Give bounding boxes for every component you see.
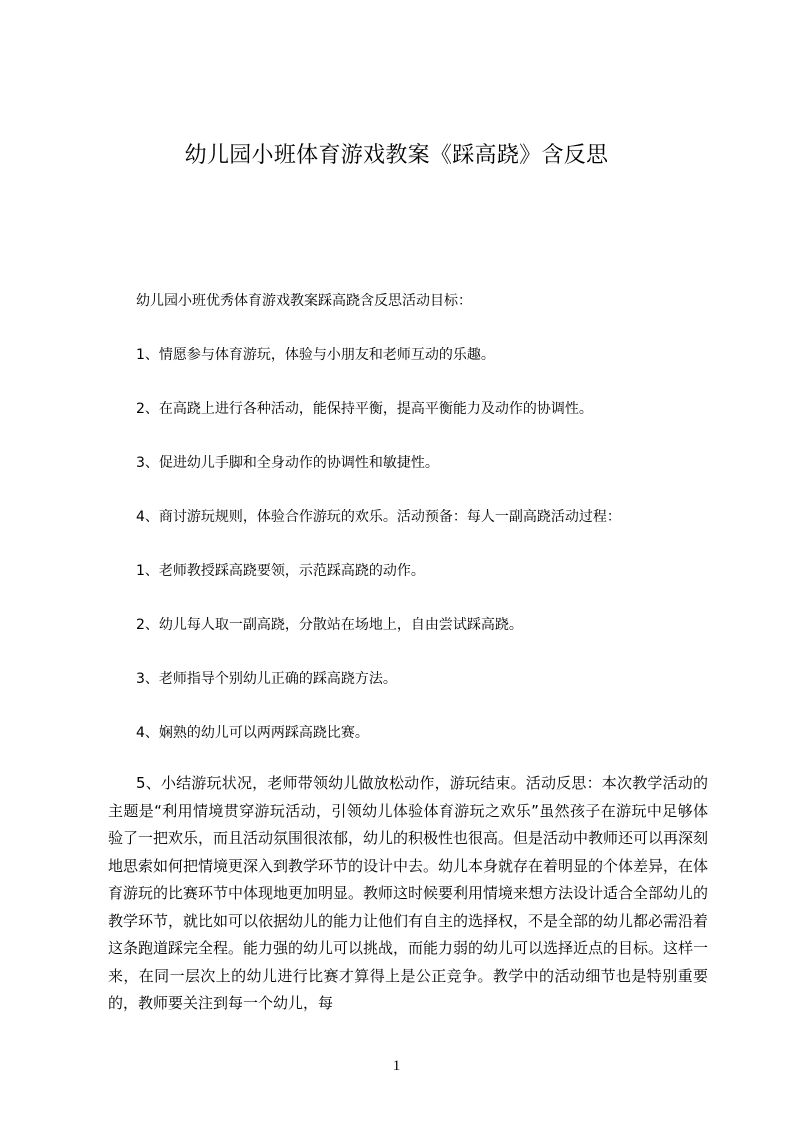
paragraph-step-3: 3、老师指导个别幼儿正确的踩高跷方法。	[136, 671, 397, 687]
paragraph-intro: 幼儿园小班优秀体育游戏教案踩高跷含反思活动目标：	[136, 293, 472, 309]
paragraph-step-1: 1、老师教授踩高跷要领，示范踩高跷的动作。	[136, 563, 425, 579]
paragraph-step-2: 2、幼儿每人取一副高跷，分散站在场地上，自由尝试踩高跷。	[136, 617, 523, 633]
paragraph-goal-1: 1、情愿参与体育游玩，体验与小朋友和老师互动的乐趣。	[136, 347, 495, 363]
paragraph-reflection: 5、小结游玩状况，老师带领幼儿做放松动作，游玩结束。活动反思：本次教学活动的主题是“利用情境贯穿游玩活动，引领幼儿体验体育游玩之欢乐”虽然孩子在游玩中足够体验了一把欢乐，而且活动氛围很浓郁，幼儿的积极性也很高。但是活动中教师还可以再深刻地思索如何把情境更深入到教学环节的设计中去。幼儿本身就存在着明显的个体差异，在体育游玩的比赛环节中体现地更加明显。教师这时候要利用情境来想方法设计适合全部幼儿的教学环节，就比如可以依据幼儿的能力让他们有自主的选择权，不是全部的幼儿都必需沿着这条跑道踩完全程。能力强的幼儿可以挑战，而能力弱的幼儿可以选择近点的目标。这样一来，在同一层次上的幼儿进行比赛才算得上是公正竞争。教学中的活动细节也是特别重要的，教师要关注到每一个幼儿，每	[108, 774, 709, 1012]
page-number: 1	[392, 1058, 401, 1074]
paragraph-goal-2: 2、在高跷上进行各种活动，能保持平衡，提高平衡能力及动作的协调性。	[136, 401, 593, 417]
paragraph-goal-4: 4、商讨游玩规则，体验合作游玩的欢乐。活动预备：每人一副高跷活动过程：	[136, 509, 621, 525]
paragraph-goal-3: 3、促进幼儿手脚和全身动作的协调性和敏捷性。	[136, 455, 439, 471]
document-title: 幼儿园小班体育游戏教案《踩高跷》含反思	[184, 143, 609, 168]
paragraph-step-4: 4、娴熟的幼儿可以两两踩高跷比赛。	[136, 725, 369, 741]
